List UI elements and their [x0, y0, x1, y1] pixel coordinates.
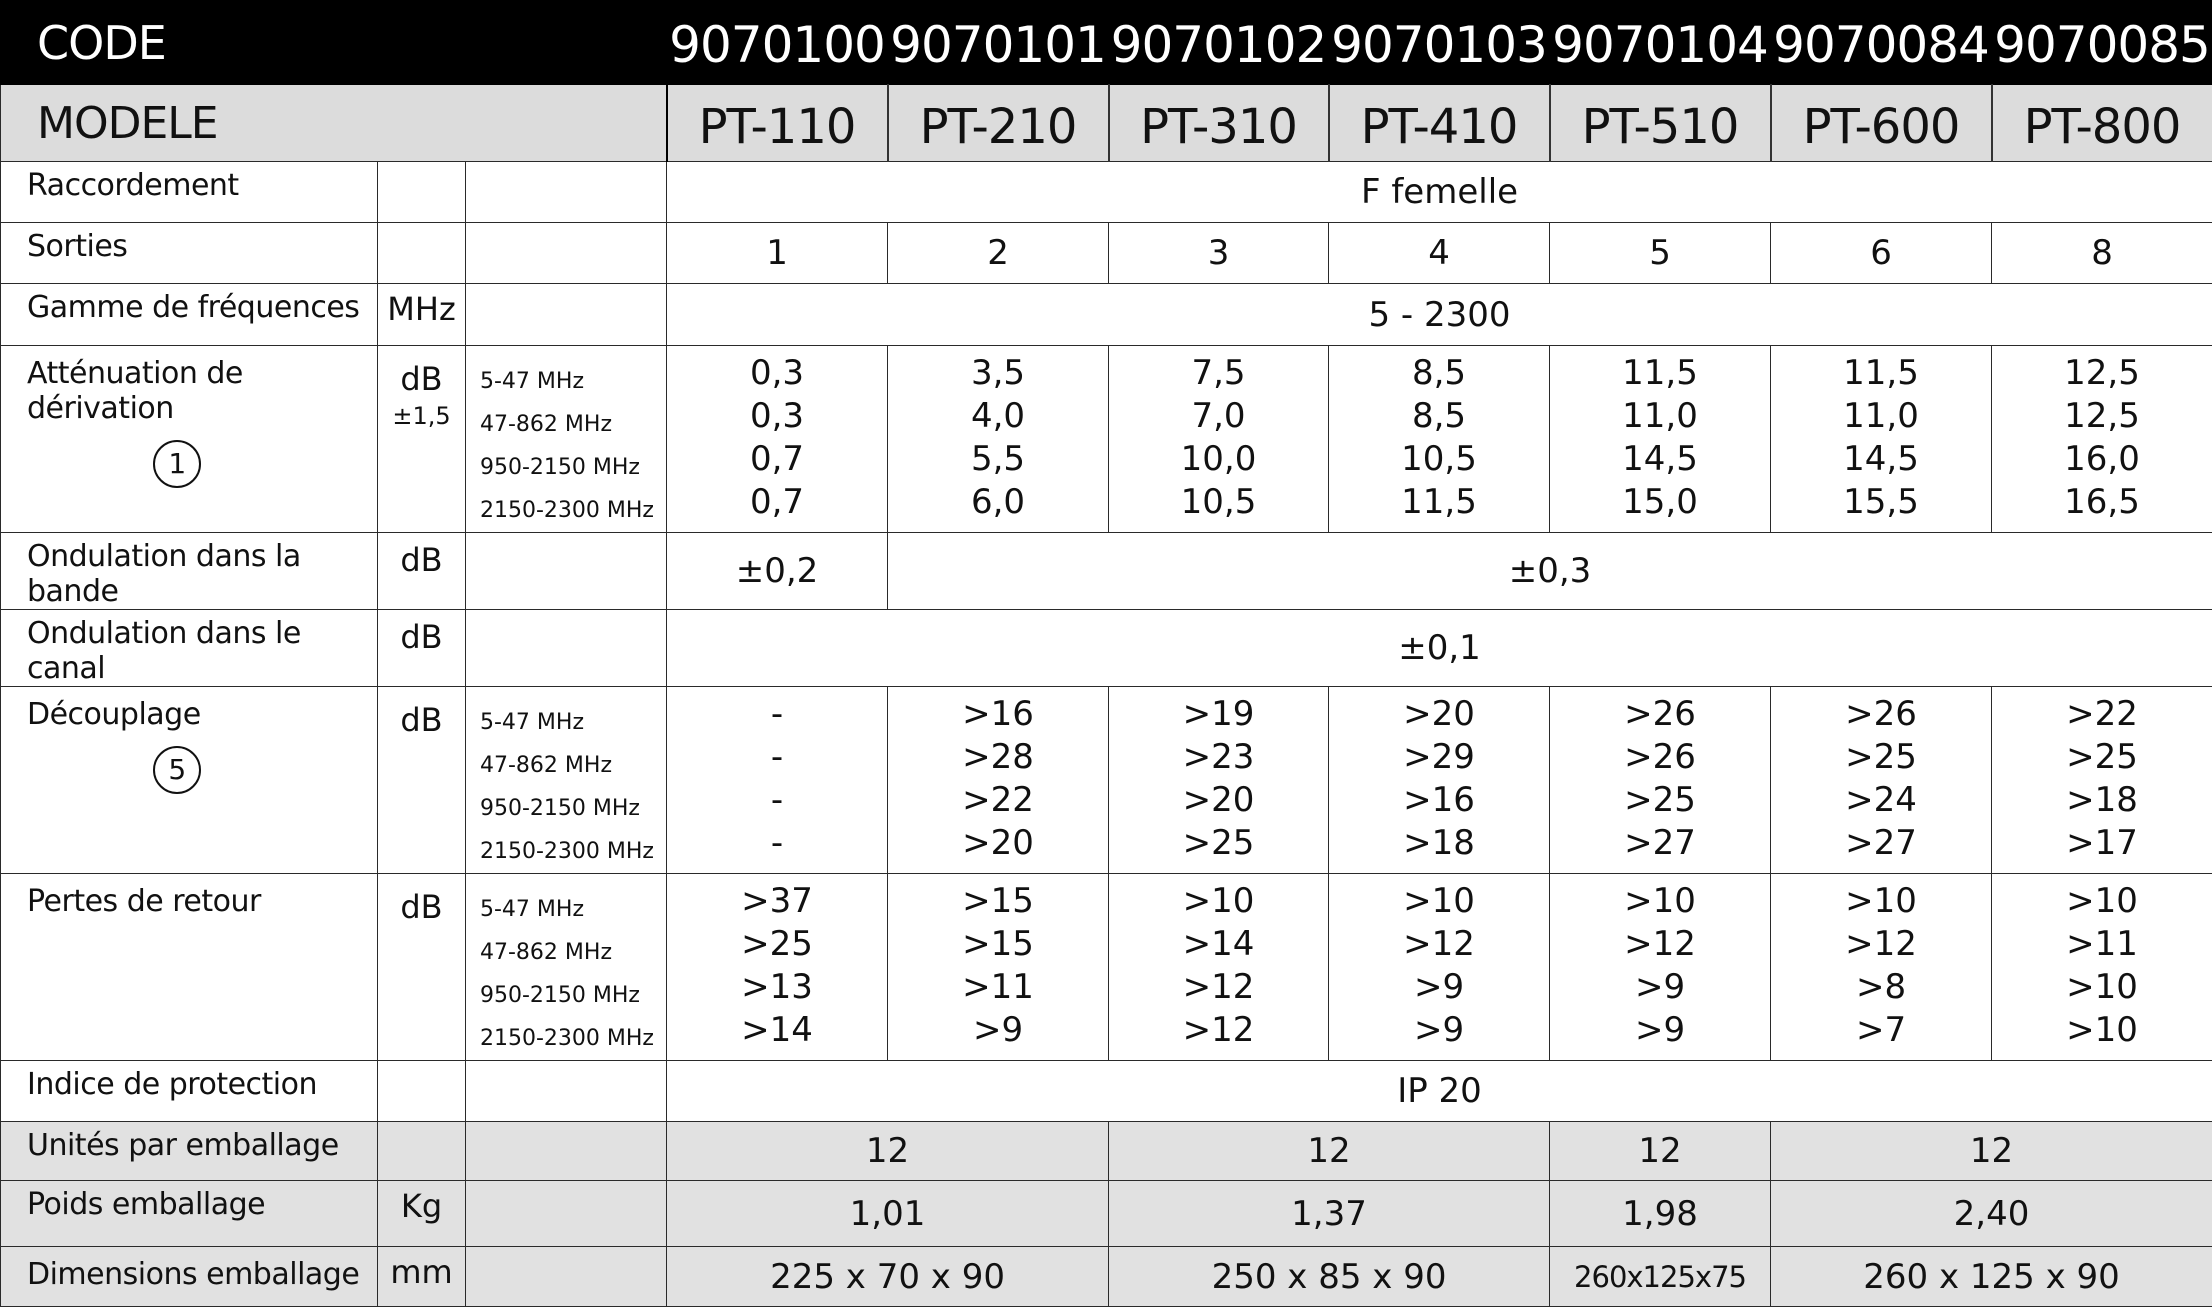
sub-cell [466, 223, 667, 284]
unit-cell: dB [378, 533, 466, 610]
sub-cell [466, 610, 667, 687]
model-cell: PT-510 [1550, 85, 1771, 162]
dimensions-row [1, 1247, 2212, 1307]
value: >10 [1992, 1009, 2212, 1052]
row-label: Raccordement [1, 162, 378, 223]
band-list [466, 346, 667, 533]
pertes-row [1, 874, 2212, 1061]
band-label: 950-2150 MHz [480, 974, 666, 1017]
sub-cell [466, 1061, 667, 1122]
value: 16,0 [1992, 438, 2212, 481]
value: >15 [888, 923, 1108, 966]
indice-row [1, 1061, 2212, 1122]
attenuation-row [1, 346, 2212, 533]
value-stack [1329, 687, 1550, 874]
sub-cell [466, 162, 667, 223]
value-cell: 12 [1771, 1122, 2212, 1181]
value-cell: 1,01 [667, 1181, 1109, 1247]
band-label: 47-862 MHz [480, 931, 666, 974]
value-cell: IP 20 [667, 1061, 2212, 1122]
value-stack [1992, 874, 2212, 1061]
value: >16 [1329, 779, 1549, 822]
value-cell: ±0,3 [888, 533, 2212, 610]
value: >14 [667, 1009, 887, 1052]
model-cell: PT-410 [1329, 85, 1550, 162]
sorties-row [1, 223, 2212, 284]
value: 7,5 [1109, 352, 1328, 395]
sub-cell [466, 1181, 667, 1247]
value: 6,0 [888, 481, 1108, 524]
row-label: Dimensions emballage [1, 1247, 378, 1307]
sub-cell [466, 284, 667, 346]
value: >12 [1329, 923, 1549, 966]
value: 8,5 [1329, 352, 1549, 395]
tolerance-label: ±1,5 [378, 402, 465, 430]
value-cell: 1,37 [1109, 1181, 1550, 1247]
value-stack [667, 346, 888, 533]
value: >18 [1329, 822, 1549, 865]
value: 14,5 [1550, 438, 1770, 481]
value-cell: 2,40 [1771, 1181, 2212, 1247]
unit-cell: mm [378, 1247, 466, 1307]
value: >12 [1771, 923, 1991, 966]
value: >26 [1550, 736, 1770, 779]
value: >25 [1992, 736, 2212, 779]
value: >16 [888, 693, 1108, 736]
value-stack [1329, 874, 1550, 1061]
value: 10,5 [1329, 438, 1549, 481]
model-label: MODELE [1, 85, 667, 162]
value: >19 [1109, 693, 1328, 736]
value-cell: 260x125x75 [1550, 1247, 1771, 1307]
value-cell: 250 x 85 x 90 [1109, 1247, 1550, 1307]
band-label: 2150-2300 MHz [480, 489, 666, 532]
value: >24 [1771, 779, 1991, 822]
value: 0,3 [667, 352, 887, 395]
value-cell: 4 [1329, 223, 1550, 284]
row-label: Sorties [1, 223, 378, 284]
unit-cell [378, 346, 466, 533]
value: 11,0 [1550, 395, 1770, 438]
value-stack [1992, 346, 2212, 533]
row-label: Pertes de retour [1, 874, 378, 1061]
value: >9 [1550, 1009, 1770, 1052]
value: >22 [888, 779, 1108, 822]
row-label: Ondulation dans le canal [1, 610, 378, 687]
value: >10 [1992, 966, 2212, 1009]
band-label: 5-47 MHz [480, 888, 666, 931]
value-stack [1550, 687, 1771, 874]
unit-cell: MHz [378, 284, 466, 346]
code-label: CODE [1, 1, 667, 85]
band-label: 950-2150 MHz [480, 787, 666, 830]
value-cell: F femelle [667, 162, 2212, 223]
band-label: 5-47 MHz [480, 701, 666, 744]
code-cell: 9070101 [888, 1, 1109, 85]
value: 15,5 [1771, 481, 1991, 524]
value: 4,0 [888, 395, 1108, 438]
value-stack [1771, 874, 1992, 1061]
value-stack [1992, 687, 2212, 874]
value: 15,0 [1550, 481, 1770, 524]
value: >9 [888, 1009, 1108, 1052]
value: >18 [1992, 779, 2212, 822]
row-label: Indice de protection [1, 1061, 378, 1122]
sub-cell [466, 1122, 667, 1181]
value: >11 [888, 966, 1108, 1009]
model-row [1, 85, 2212, 162]
unit-cell [378, 1061, 466, 1122]
value: 0,7 [667, 438, 887, 481]
value-cell: 8 [1992, 223, 2212, 284]
value: >9 [1329, 1009, 1549, 1052]
row-label: Découplage [27, 697, 377, 732]
code-row [1, 1, 2212, 85]
value-cell: ±0,2 [667, 533, 888, 610]
row-label: Gamme de fréquences [1, 284, 378, 346]
value: >26 [1771, 693, 1991, 736]
row-label: Poids emballage [1, 1181, 378, 1247]
value-stack [1109, 874, 1329, 1061]
band-label: 2150-2300 MHz [480, 830, 666, 873]
value: >12 [1109, 1009, 1328, 1052]
value-cell: 5 [1550, 223, 1771, 284]
value: >10 [1992, 880, 2212, 923]
value: >29 [1329, 736, 1549, 779]
value-stack [1771, 346, 1992, 533]
model-cell: PT-110 [667, 85, 888, 162]
value: >23 [1109, 736, 1328, 779]
model-cell: PT-310 [1109, 85, 1329, 162]
value: >37 [667, 880, 887, 923]
value-cell: 260 x 125 x 90 [1771, 1247, 2212, 1307]
value-stack [888, 874, 1109, 1061]
value: 3,5 [888, 352, 1108, 395]
value-cell: 6 [1771, 223, 1992, 284]
value: >27 [1550, 822, 1770, 865]
value-cell: 1,98 [1550, 1181, 1771, 1247]
poids-row [1, 1181, 2212, 1247]
row-label: Atténuation de dérivation [27, 356, 377, 426]
value: >20 [1109, 779, 1328, 822]
gamme-row [1, 284, 2212, 346]
value: 10,0 [1109, 438, 1328, 481]
value: >25 [667, 923, 887, 966]
band-label: 5-47 MHz [480, 360, 666, 403]
value: 11,0 [1771, 395, 1991, 438]
value: >12 [1550, 923, 1770, 966]
value: >27 [1771, 822, 1991, 865]
row-label-block [1, 346, 378, 533]
code-cell: 9070102 [1109, 1, 1329, 85]
value: 11,5 [1550, 352, 1770, 395]
band-label: 2150-2300 MHz [480, 1017, 666, 1060]
value: - [667, 693, 887, 736]
value: 5,5 [888, 438, 1108, 481]
value: >7 [1771, 1009, 1991, 1052]
value: >26 [1550, 693, 1770, 736]
value: >20 [1329, 693, 1549, 736]
value: >15 [888, 880, 1108, 923]
unit-cell: Kg [378, 1181, 466, 1247]
band-label: 950-2150 MHz [480, 446, 666, 489]
value-cell: 225 x 70 x 90 [667, 1247, 1109, 1307]
value: >12 [1109, 966, 1328, 1009]
value: 10,5 [1109, 481, 1328, 524]
band-list [466, 687, 667, 874]
value-cell: 2 [888, 223, 1109, 284]
value: >25 [1550, 779, 1770, 822]
value-cell: 3 [1109, 223, 1329, 284]
value: >14 [1109, 923, 1328, 966]
value: >9 [1329, 966, 1549, 1009]
value: >28 [888, 736, 1108, 779]
value: >10 [1771, 880, 1991, 923]
value: 12,5 [1992, 352, 2212, 395]
value: >22 [1992, 693, 2212, 736]
value: >11 [1992, 923, 2212, 966]
code-cell: 9070100 [667, 1, 888, 85]
value-stack [1329, 346, 1550, 533]
value: 11,5 [1771, 352, 1991, 395]
value: >10 [1550, 880, 1770, 923]
value-cell: ±0,1 [667, 610, 2212, 687]
value: 7,0 [1109, 395, 1328, 438]
ondulation-bande-row [1, 533, 2212, 610]
value: 11,5 [1329, 481, 1549, 524]
value: >10 [1109, 880, 1328, 923]
value-stack [1550, 874, 1771, 1061]
unit-cell: dB [378, 610, 466, 687]
value-cell: 1 [667, 223, 888, 284]
raccordement-row [1, 162, 2212, 223]
code-cell: 9070103 [1329, 1, 1550, 85]
value: 0,7 [667, 481, 887, 524]
code-cell: 9070084 [1771, 1, 1992, 85]
value-cell: 12 [667, 1122, 1109, 1181]
band-label: 47-862 MHz [480, 744, 666, 787]
model-cell: PT-210 [888, 85, 1109, 162]
sub-cell [466, 533, 667, 610]
value-stack [888, 346, 1109, 533]
note-1-icon: 1 [153, 440, 201, 488]
ondulation-canal-row [1, 610, 2212, 687]
unit-cell: dB [378, 687, 466, 874]
model-cell: PT-800 [1992, 85, 2212, 162]
row-label: Unités par emballage [1, 1122, 378, 1181]
value: - [667, 736, 887, 779]
value: 14,5 [1771, 438, 1991, 481]
decouplage-row [1, 687, 2212, 874]
value: >10 [1329, 880, 1549, 923]
value-stack [1109, 687, 1329, 874]
unites-row [1, 1122, 2212, 1181]
value-cell: 12 [1550, 1122, 1771, 1181]
band-label: 47-862 MHz [480, 403, 666, 446]
value: >13 [667, 966, 887, 1009]
unit-cell [378, 1122, 466, 1181]
value: >25 [1771, 736, 1991, 779]
value: >9 [1550, 966, 1770, 1009]
value: 0,3 [667, 395, 887, 438]
value-stack [1771, 687, 1992, 874]
value-cell: 12 [1109, 1122, 1550, 1181]
value: 12,5 [1992, 395, 2212, 438]
row-label-block [1, 687, 378, 874]
value: - [667, 822, 887, 865]
unit-cell: dB [378, 874, 466, 1061]
unit-cell [378, 223, 466, 284]
value: >20 [888, 822, 1108, 865]
value: 16,5 [1992, 481, 2212, 524]
value-stack [1550, 346, 1771, 533]
value-stack [667, 687, 888, 874]
value: >25 [1109, 822, 1328, 865]
row-label: Ondulation dans la bande [1, 533, 378, 610]
model-cell: PT-600 [1771, 85, 1992, 162]
value: 8,5 [1329, 395, 1549, 438]
value-stack [888, 687, 1109, 874]
note-5-icon: 5 [153, 746, 201, 794]
value: >17 [1992, 822, 2212, 865]
code-cell: 9070104 [1550, 1, 1771, 85]
value-stack [667, 874, 888, 1061]
code-cell: 9070085 [1992, 1, 2212, 85]
unit-cell [378, 162, 466, 223]
value: >8 [1771, 966, 1991, 1009]
band-list [466, 874, 667, 1061]
value-stack [1109, 346, 1329, 533]
value: - [667, 779, 887, 822]
sub-cell [466, 1247, 667, 1307]
unit-label: dB [400, 360, 442, 398]
value-cell: 5 - 2300 [667, 284, 2212, 346]
